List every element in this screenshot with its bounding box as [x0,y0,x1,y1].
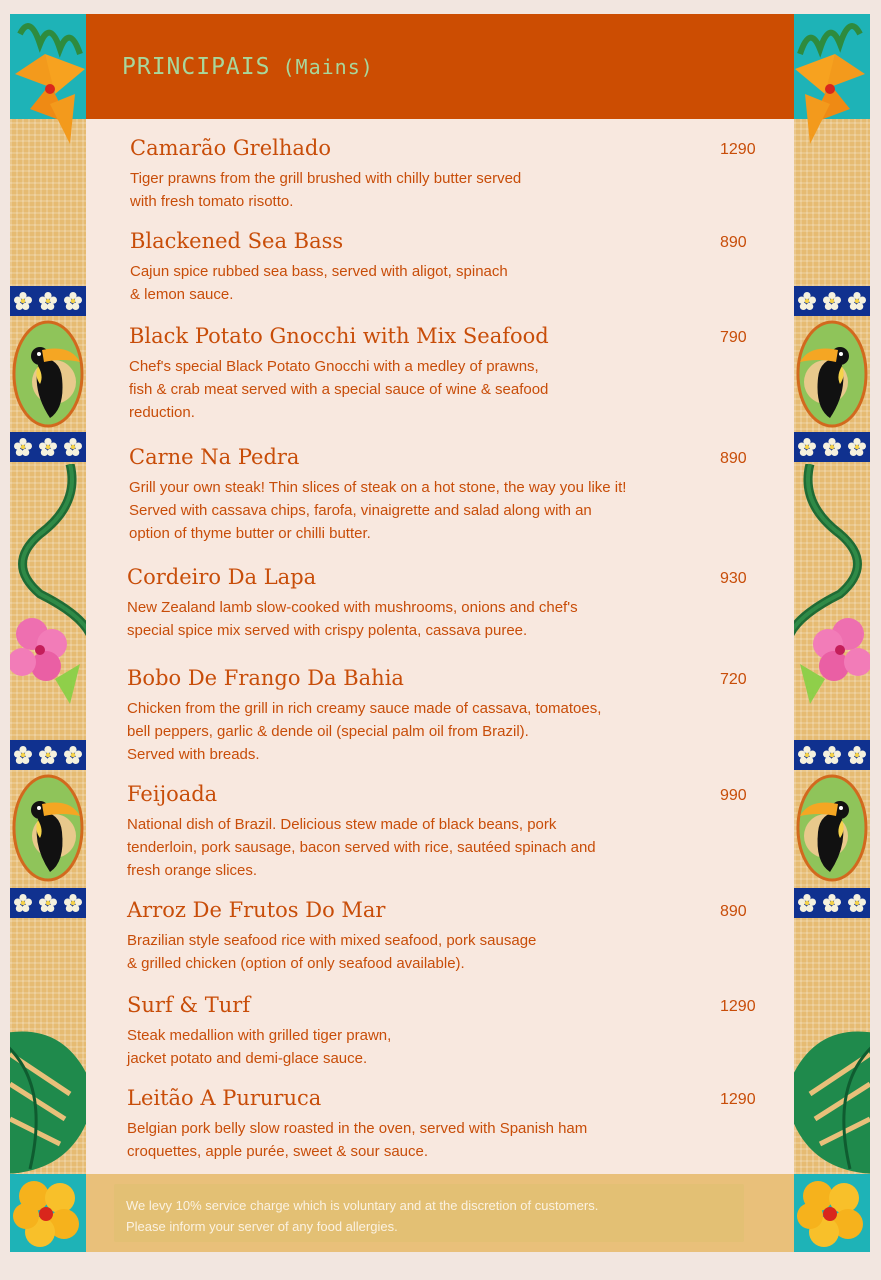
dish-price: 790 [720,329,747,346]
plumeria-flower-icon [14,746,32,764]
plumeria-flower-icon [14,292,32,310]
page-title [122,54,374,80]
dish-price: 1290 [720,998,756,1015]
left-decorative-strip [10,14,86,1252]
dish-price: 890 [720,234,747,251]
plumeria-flower-icon [39,894,57,912]
dish-name: Camarão Grelhado [130,136,331,160]
dish-price: 1290 [720,141,756,158]
toucan-icon [794,318,870,430]
hibiscus-flower-icon [813,618,870,681]
allergy-note: Please inform your server of any food allergies. [126,1219,398,1234]
plumeria-flower-icon [39,438,57,456]
header-bar [86,14,794,119]
menu-card [10,14,870,1252]
dish-description: Grill your own steak! Thin slices of steak on a hot stone, the way you like it! Served with cassava chips, farofa, vinaigrette and salad along with an option of thyme butter or chilli butter. [129,479,627,542]
plumeria-flower-icon [14,438,32,456]
dish-description: Brazilian style seafood rice with mixed seafood, pork sausage & grilled chicken (option of only seafood available). [127,932,537,972]
plumeria-flower-icon [823,746,841,764]
plumeria-flower-icon [64,746,82,764]
dish-price: 1290 [720,1091,756,1108]
flower-band [794,740,870,770]
dish-price: 890 [720,903,747,920]
vine-icon [794,464,870,714]
hibiscus-flower-icon [794,1174,870,1252]
toucan-icon [10,318,86,430]
dish-name: Blackened Sea Bass [130,229,344,253]
dish-description: Chef's special Black Potato Gnocchi with a medley of prawns, fish & crab meat served with a special sauce of wine & seafood reduction. [129,358,549,421]
plumeria-flower-icon [64,894,82,912]
plumeria-flower-icon [823,438,841,456]
dish-description: National dish of Brazil. Delicious stew made of black beans, pork tenderloin, pork sausage, bacon served with rice, sautéed spinach and fresh orange slices. [127,816,596,879]
toucan-icon [10,772,86,884]
plumeria-flower-icon [64,292,82,310]
dish-name: Arroz De Frutos Do Mar [127,898,386,922]
dish-name: Bobo De Frango Da Bahia [127,666,404,690]
dish-description: Tiger prawns from the grill brushed with chilly butter served with fresh tomato risotto. [130,170,522,210]
service-charge-note: We levy 10% service charge which is voluntary and at the discretion of customers. [126,1198,599,1213]
lily-flower-icon [794,14,870,164]
plumeria-flower-icon [798,292,816,310]
dish-name: Black Potato Gnocchi with Mix Seafood [129,324,549,348]
dish-description: Belgian pork belly slow roasted in the oven, served with Spanish ham croquettes, apple purée, sweet & sour sauce. [127,1120,588,1160]
dish-description: New Zealand lamb slow-cooked with mushrooms, onions and chef's special spice mix served with crispy polenta, cassava puree. [127,599,578,639]
flower-band [794,286,870,316]
right-decorative-strip [794,14,870,1252]
dish-price: 990 [720,787,747,804]
title-main: PRINCIPAIS [122,54,271,80]
plumeria-flower-icon [798,438,816,456]
title-subtitle: (Mains) [282,55,374,79]
lily-flower-icon [10,14,86,164]
content-panel [86,14,794,1174]
dish-description: Cajun spice rubbed sea bass, served with aligot, spinach & lemon sauce. [130,263,508,303]
plumeria-flower-icon [848,292,866,310]
plumeria-flower-icon [39,292,57,310]
dish-price: 890 [720,450,747,467]
plumeria-flower-icon [848,438,866,456]
dish-description: Steak medallion with grilled tiger prawn, jacket potato and demi-glace sauce. [127,1027,392,1067]
footer-notice [114,1184,744,1242]
dish-name: Cordeiro Da Lapa [127,565,317,589]
monstera-leaf-icon [794,1024,870,1174]
toucan-icon [794,772,870,884]
plumeria-flower-icon [798,894,816,912]
dish-name: Surf & Turf [127,993,251,1017]
flower-band [10,286,86,316]
dish-name: Carne Na Pedra [129,445,300,469]
flower-band [10,432,86,462]
dish-name: Feijoada [127,782,218,806]
dish-price: 720 [720,671,747,688]
vine-icon [10,464,86,714]
hibiscus-flower-icon [10,618,67,681]
hibiscus-flower-icon [10,1174,86,1252]
plumeria-flower-icon [798,746,816,764]
plumeria-flower-icon [64,438,82,456]
monstera-leaf-icon [10,1024,86,1174]
dish-name: Leitão A Pururuca [127,1086,322,1110]
plumeria-flower-icon [14,894,32,912]
plumeria-flower-icon [848,746,866,764]
flower-band [794,432,870,462]
dish-price: 930 [720,570,747,587]
plumeria-flower-icon [823,894,841,912]
flower-band [794,888,870,918]
dish-description: Chicken from the grill in rich creamy sauce made of cassava, tomatoes, bell peppers, garlic & dende oil (special palm oil from Brazil). Served with breads. [127,700,602,763]
flower-band [10,888,86,918]
plumeria-flower-icon [823,292,841,310]
plumeria-flower-icon [39,746,57,764]
plumeria-flower-icon [848,894,866,912]
flower-band [10,740,86,770]
